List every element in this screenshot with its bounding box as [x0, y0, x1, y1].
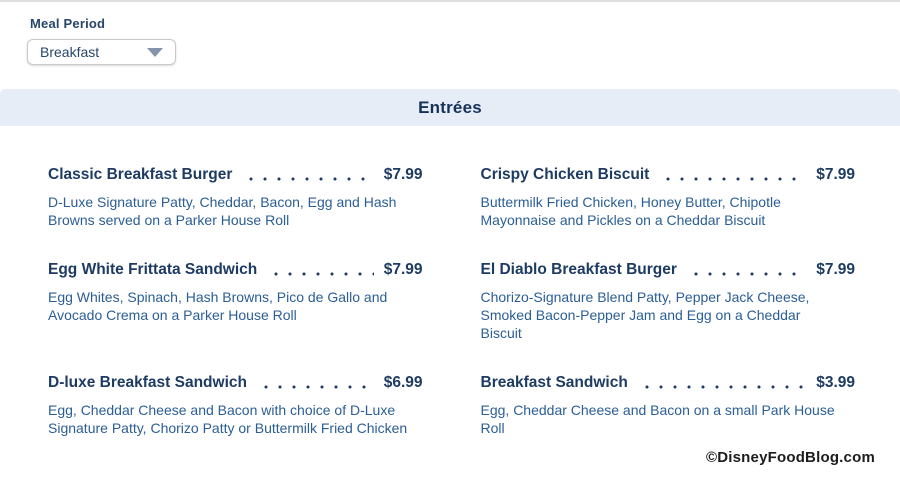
dot-leader: [244, 177, 373, 181]
dot-leader: [259, 385, 374, 389]
menu-item-price: $6.99: [383, 374, 423, 391]
menu-item-name: Egg White Frittata Sandwich: [48, 261, 258, 278]
meal-period-dropdown[interactable]: [27, 39, 176, 65]
menu-item-description: D-Luxe Signature Patty, Cheddar, Bacon, Egg and Hash Browns served on a Parker House Roll: [48, 194, 397, 228]
menu-item-title-row: [48, 374, 423, 392]
menu-item: [481, 166, 856, 229]
menu-item-name: Crispy Chicken Biscuit: [480, 166, 650, 183]
menu-item-description: Egg Whites, Spinach, Hash Browns, Pico de Gallo and Avocado Crema on a Parker House Roll: [48, 289, 388, 323]
menu-item: [48, 374, 423, 437]
meal-period-selected-value: Breakfast: [40, 44, 100, 60]
dot-leader: [640, 385, 806, 389]
menu-item-price: $3.99: [816, 374, 855, 391]
menu-item-title-row: [481, 166, 856, 184]
menu-item-title-row: [481, 261, 856, 279]
menu-item-description: Egg, Cheddar Cheese and Bacon with choice of D-Luxe Signature Patty, Chorizo Patty or Buttermilk Fried Chicken: [48, 402, 408, 436]
menu-item-name: El Diablo Breakfast Burger: [480, 261, 677, 278]
chevron-down-icon: [147, 48, 163, 57]
dot-leader: [661, 177, 806, 181]
menu-item: [48, 166, 423, 229]
section-band: [0, 89, 900, 126]
menu-item: [481, 261, 856, 342]
dot-leader: [689, 272, 806, 276]
menu-item: [481, 374, 856, 437]
meal-period-filter: [0, 2, 900, 65]
section-title: Entrées: [418, 97, 482, 117]
menu-item: [48, 261, 423, 342]
menu-item-name: D-luxe Breakfast Sandwich: [48, 374, 247, 391]
menu-item-title-row: [48, 166, 423, 184]
meal-period-label: Meal Period: [30, 16, 106, 31]
menu-item-price: $7.99: [816, 261, 855, 278]
watermark: ©DisneyFoodBlog.com: [705, 449, 875, 466]
menu-item-price: $7.99: [383, 166, 423, 183]
menu-item-title-row: [48, 261, 423, 279]
menu-grid: [0, 126, 900, 437]
dot-leader: [269, 272, 373, 276]
menu-item-price: $7.99: [816, 166, 855, 183]
menu-item-description: Buttermilk Fried Chicken, Honey Butter, Chipotle Mayonnaise and Pickles on a Cheddar Biscuit: [480, 194, 781, 228]
menu-item-price: $7.99: [383, 261, 423, 278]
menu-item-description: Chorizo-Signature Blend Patty, Pepper Jack Cheese, Smoked Bacon-Pepper Jam and Egg on a Cheddar Biscuit: [480, 289, 810, 341]
menu-item-name: Classic Breakfast Burger: [48, 166, 233, 183]
menu-item-title-row: [481, 374, 856, 392]
menu-item-name: Breakfast Sandwich: [480, 374, 628, 391]
menu-item-description: Egg, Cheddar Cheese and Bacon on a small Park House Roll: [480, 402, 835, 436]
